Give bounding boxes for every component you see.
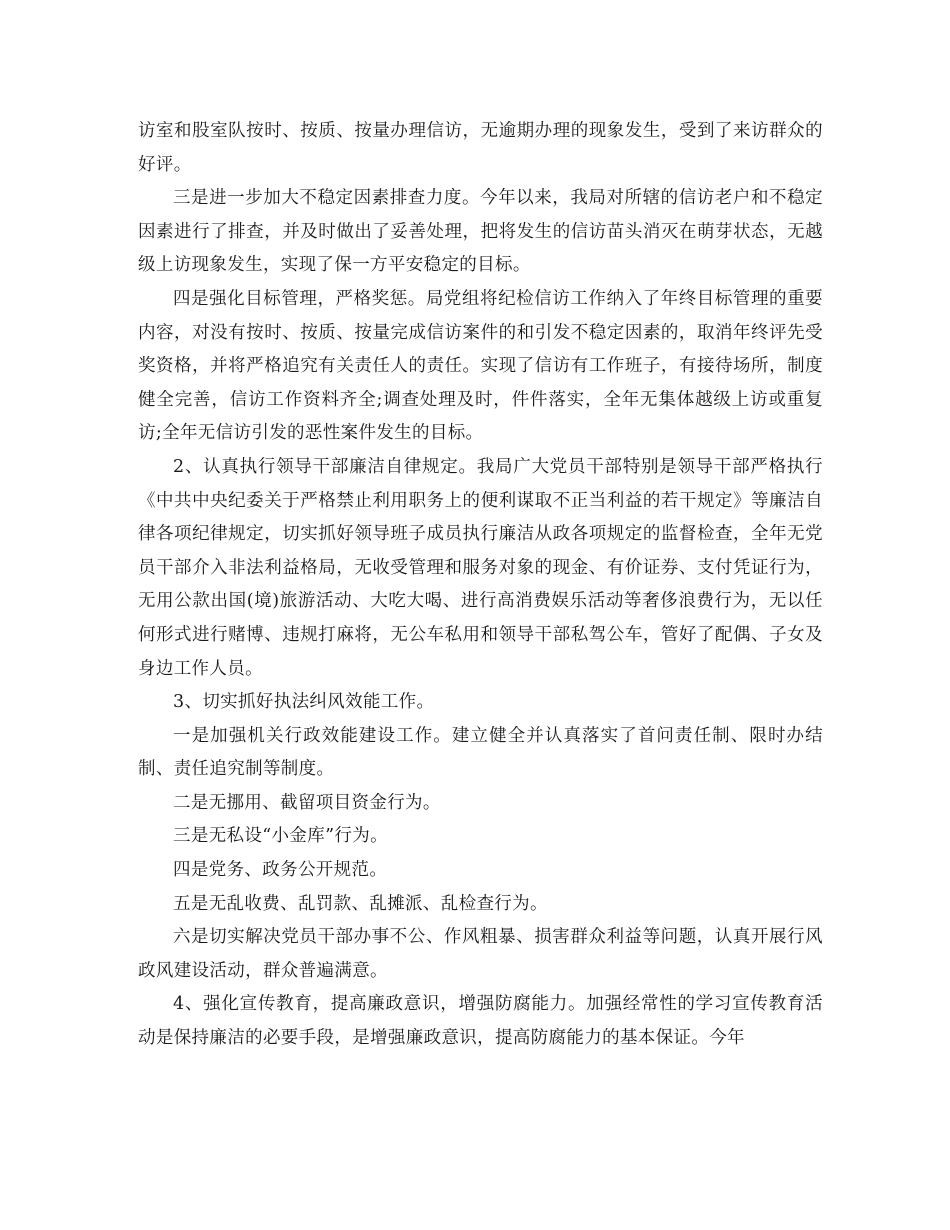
paragraph-item-5: 五是无乱收费、乱罚款、乱摊派、乱检查行为。 — [173, 893, 548, 914]
paragraph-continuation: 访室和股室队按时、按质、按量办理信访，无逾期办理的现象发生，受到了来访群众的好评。 — [138, 121, 823, 175]
document-body — [138, 115, 823, 1056]
paragraph-item-6: 六是切实解决党员干部办事不公、作风粗暴、损害群众利益等问题，认真开展行风政风建设活动，群众普遍满意。 — [138, 927, 823, 981]
paragraph-item-4: 四是党务、政务公开规范。 — [173, 860, 388, 881]
paragraph-item-1: 一是加强机关行政效能建设工作。建立健全并认真落实了首问责任制、限时办结制、责任追究制等制度。 — [138, 725, 823, 780]
paragraph-item-2: 二是无挪用、截留项目资金行为。 — [173, 792, 441, 813]
paragraph-target-management: 四是强化目标管理，严格奖惩。局党组将纪检信访工作纳入了年终目标管理的重要内容，对没有按时、按质、按量完成信访案件的和引发不稳定因素的，取消年终评先受奖资格，并将严格追究有关责任人的责任。实现了信访有工作班子，有接待场所，制度健全完善，信访工作资料齐全;调查处理及时，件件落实，全年无集体越级上访或重复访;全年无信访引发的恶性案件发生的目标。 — [138, 288, 823, 444]
paragraph-self-discipline: 2、认真执行领导干部廉洁自律规定。我局广大党员干部特别是领导干部严格执行《中共中央纪委关于严格禁止利用职务上的便利谋取不正当利益的若干规定》等廉洁自律各项纪律规定，切实抓好领导班子成员执行廉洁从政各项规定的监督检查，全年无党员干部介入非法利益格局，无收受管理和服务对象的现金、有价证券、支付凭证行为，无用公款出国(境)旅游活动、大吃大喝、进行高消费娱乐活动等奢侈浪费行为，无以任何形式进行赌博、违规打麻将，无公车私用和领导干部私驾公车，管好了配偶、子女及身边工作人员。 — [138, 456, 823, 679]
paragraph-section-4: 4、强化宣传教育，提高廉政意识，增强防腐能力。加强经常性的学习宣传教育活动是保持廉洁的必要手段，是增强廉政意识，提高防腐能力的基本保证。今年 — [138, 994, 823, 1049]
paragraph-instability-screening: 三是进一步加大不稳定因素排查力度。今年以来，我局对所辖的信访老户和不稳定因素进行了排查，并及时做出了妥善处理，把将发生的信访苗头消灭在萌芽状态，无越级上访现象发生，实现了保一方平安稳定的目标。 — [138, 188, 823, 276]
paragraph-section-3-heading: 3、切实抓好执法纠风效能工作。 — [173, 692, 435, 713]
paragraph-item-3: 三是无私设“小金库”行为。 — [173, 826, 388, 847]
